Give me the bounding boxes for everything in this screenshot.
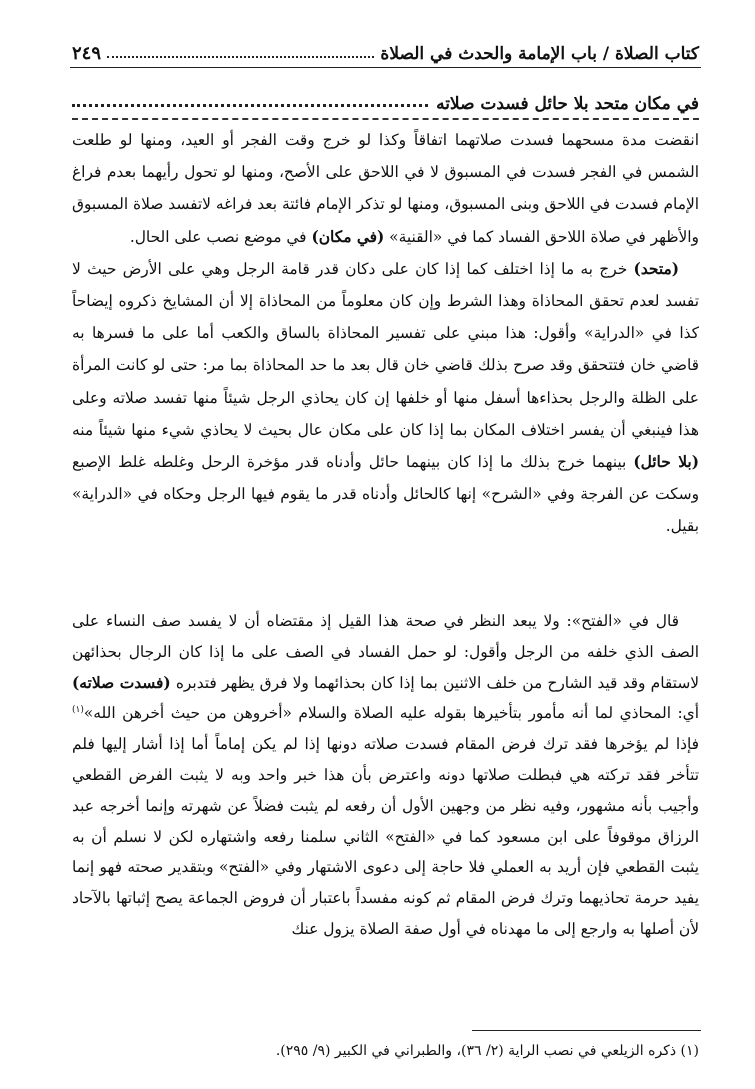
paragraph-3	[72, 606, 699, 945]
running-header	[72, 38, 699, 64]
matn-quote-line	[72, 86, 699, 114]
keyword-bila-hail: (بلا حائل)	[633, 453, 699, 472]
paragraph-2-text-a: خرج به ما إذا اختلف كما إذا كان على دكان قدر قامة الرجل وهي على الأرض حيث لا تفسد لعدم تحقق المحاذاة وهذا الشرط وإن كان معلوماً من المحاذاة إلا أن المشايخ ذكروه إيضاحاً كذا في «الدراية» وأقول: هذا مبني على تفسير المحاذاة بالساق والكعب أما على ما فسرها به قاضي خان فتتحقق وقد صرح بذلك قاضي خان قال بعد ما حد المحاذاة بما مر: حتى لو كانت المرأة على الظلة والرجل بحذاءها أسفل منها أو خلفها إن كان يحاذي الرجل شيئاً منها تفسد صلاته وعلى هذا فينبغي أن يفسر اختلاف المكان بما إذا كان على مكان عال بحيث لا يحاذي شيء منها شيئاً منه	[72, 259, 699, 439]
paragraph-1-end: في موضع نصب على الحال.	[129, 227, 312, 246]
header-rule	[70, 67, 701, 68]
paragraph-2	[72, 253, 699, 543]
quote-dotted-leader	[72, 104, 428, 107]
matn-quote: في مكان متحد بلا حائل فسدت صلاته	[436, 94, 699, 114]
paragraph-3-text-b: أي: المحاذي لما أنه مأمور بتأخيرها بقوله عليه الصلاة والسلام «أخروهن من حيث أخرهن الله»	[83, 704, 699, 723]
keyword-muttahid: (متحد)	[633, 259, 679, 278]
header-title: كتاب الصلاة / باب الإمامة والحدث في الصلاة	[380, 44, 699, 64]
footnote-marker: (١)	[72, 705, 84, 716]
matn-dashed-separator	[72, 118, 699, 120]
footnote-rule	[472, 1030, 701, 1031]
footnote: (١) ذكره الزيلعي في نصب الراية (٢/ ٣٦)، والطبراني في الكبير (٩/ ٢٩٥).	[275, 1043, 699, 1059]
page-number: ٢٤٩	[72, 43, 102, 64]
commentary-body-bottom	[72, 606, 699, 1018]
paragraph-3-text-a: قال في «الفتح»: ولا يبعد النظر في صحة هذا القيل إذ مقتضاه أن لا يفسد صف النساء على الصف الذي خلفه من الرجل وأقول: لو حمل الفساد في الصف على ما إذا كان الرجال بحذائهن لاستقام وقد قيد الشارح من خلف الاثنين بما إذا كان بحذائهما ولا فرق يظهر فتدبره	[72, 612, 699, 692]
keyword-fi-makan: (في مكان)	[311, 227, 385, 246]
keyword-fasadat-salatuh: (فسدت صلاته)	[72, 673, 171, 692]
paragraph-3-text-c: فإذا لم يؤخرها فقد ترك فرض المقام فسدت صلاته دونها إذا لم يكن إماماً أما إذا أشار إليها فلم تتأخر فقد تركته هي فبطلت صلاتها دونه واعترض بأن هذا خبر واحد وبه لا يثبت الفرض القطعي وأجيب بأنه مشهور، وفيه نظر من وجهين الأول أن رفعه لم يثبت فضلاً عن شهرته وإنما أخرجه عبد الرزاق موقوفاً على ابن مسعود كما في «الفتح» الثاني سلمنا رفعه واشتهاره لكن لا نسلم أن به يثبت القطعي فإن أريد به العملي فلا حاجة إلى دعوى الاشتهار وفي «الفتح» وبتقدير صحته فهو إنما يفيد حرمة تحاذيهما وترك فرض المقام ثم كونه مفسداً باعتبار أن فروض الجماعة يصح إثباتها بالآحاد لأن أصلها به وارجع إلى ما مهدناه في أول صفة الصلاة يزول عنك	[72, 735, 699, 938]
paragraph-1-text: انقضت مدة مسحهما فسدت صلاتهما اتفاقاً وكذا لو خرج وقت الفجر أو العيد، ومنها لو طلعت الشمس في الفجر فسدت في المسبوق لا في اللاحق على الأصح، ومنها لو تحول رأيهما بعدم فراغ الإمام فسدت في اللاحق وبنى المسبوق، ومنها لو تذكر الإمام فائتة بعد فراغه لاتفسد صلاة المسبوق والأظهر في صلاة اللاحق الفساد كما في «القنية»	[72, 131, 699, 246]
paragraph-1	[72, 124, 699, 253]
commentary-body-top	[72, 124, 699, 668]
header-dotted-leader	[107, 56, 374, 58]
paragraph-2-text-b: بينهما خرج بذلك ما إذا كان بينهما حائل وأدناه قدر مؤخرة الرحل وغلطه غلط الإصبع وسكت عن الفرجة وفي «الشرح» إنها كالحائل وأدناه قدر ما يقوم فيها الرجل وحكاه في «الدراية» بقيل.	[72, 453, 699, 536]
